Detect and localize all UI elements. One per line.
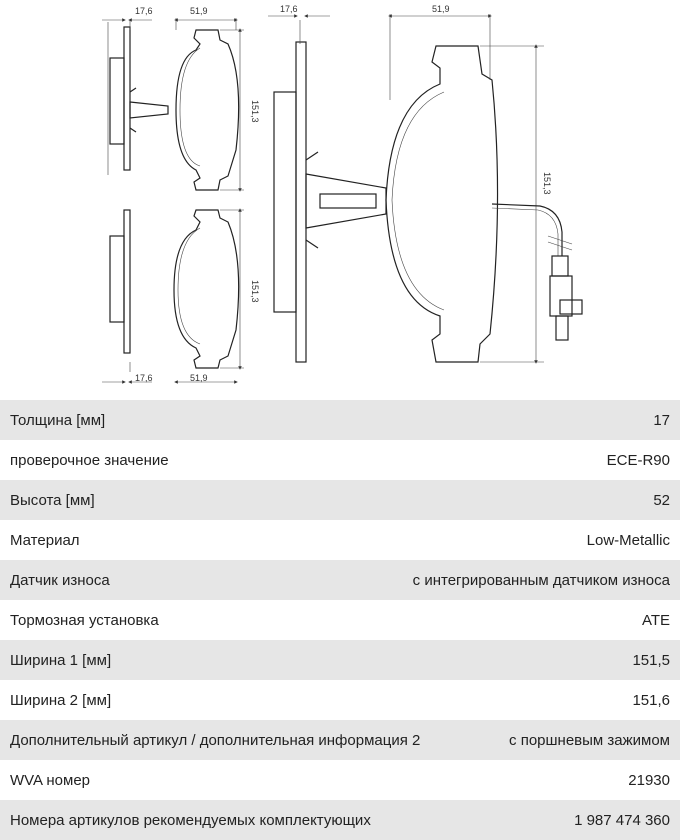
- spec-label: Номера артикулов рекомендуемых комплектующих: [10, 811, 371, 829]
- dim-width-bottom: 51,9: [190, 373, 208, 383]
- spec-label: Дополнительный артикул / дополнительная информация 2: [10, 731, 421, 749]
- spec-label: Толщина [мм]: [10, 411, 106, 429]
- spec-label: Ширина 2 [мм]: [10, 691, 112, 709]
- dim-height-bottom: 151,3: [250, 280, 260, 303]
- dim-height-top: 151,3: [250, 100, 260, 123]
- pad-top-side-view: [102, 20, 168, 175]
- pad-top-front-view: [176, 18, 244, 190]
- spec-value: 21930: [628, 771, 670, 789]
- brake-pad-diagram: [0, 0, 680, 400]
- spec-value: 151,5: [632, 651, 670, 669]
- pad-large-front-view: [386, 14, 544, 362]
- dim-height-large: 151,3: [542, 172, 552, 195]
- technical-drawing: [0, 0, 680, 400]
- spec-row: [0, 480, 680, 520]
- spec-label: Ширина 1 [мм]: [10, 651, 112, 669]
- pad-large-side-view: [268, 16, 386, 362]
- dim-thickness-top: 17,6: [135, 6, 153, 16]
- spec-row: [0, 560, 680, 600]
- dim-thickness-bottom: 17,6: [135, 373, 153, 383]
- spec-value: 17: [653, 411, 670, 429]
- spec-value: Low-Metallic: [586, 531, 670, 549]
- dim-width-top: 51,9: [190, 6, 208, 16]
- spec-label: Тормозная установка: [10, 611, 159, 629]
- spec-label: Материал: [10, 531, 80, 549]
- spec-label: WVA номер: [10, 771, 91, 789]
- spec-label: Высота [мм]: [10, 491, 95, 509]
- spec-row: [0, 440, 680, 480]
- spec-label: проверочное значение: [10, 451, 169, 469]
- pad-bottom-side-view: [102, 210, 152, 382]
- spec-row: [0, 800, 680, 840]
- pad-bottom-front-view: [174, 210, 244, 382]
- dim-width-large: 51,9: [432, 4, 450, 14]
- specifications-table: [0, 400, 680, 840]
- spec-row: [0, 680, 680, 720]
- dim-thickness-large: 17,6: [280, 4, 298, 14]
- spec-row: [0, 720, 680, 760]
- spec-value: с поршневым зажимом: [509, 731, 670, 749]
- spec-value: 151,6: [632, 691, 670, 709]
- spec-value: ECE-R90: [606, 451, 670, 469]
- spec-label: Датчик износа: [10, 571, 110, 589]
- spec-value: 52: [653, 491, 670, 509]
- spec-value: 1 987 474 360: [574, 811, 670, 829]
- spec-row: [0, 600, 680, 640]
- wear-sensor-icon: [492, 204, 582, 340]
- spec-row: [0, 400, 680, 440]
- spec-row: [0, 640, 680, 680]
- spec-row: [0, 760, 680, 800]
- spec-value: ATE: [641, 611, 670, 629]
- spec-row: [0, 520, 680, 560]
- spec-value: с интегрированным датчиком износа: [412, 571, 670, 589]
